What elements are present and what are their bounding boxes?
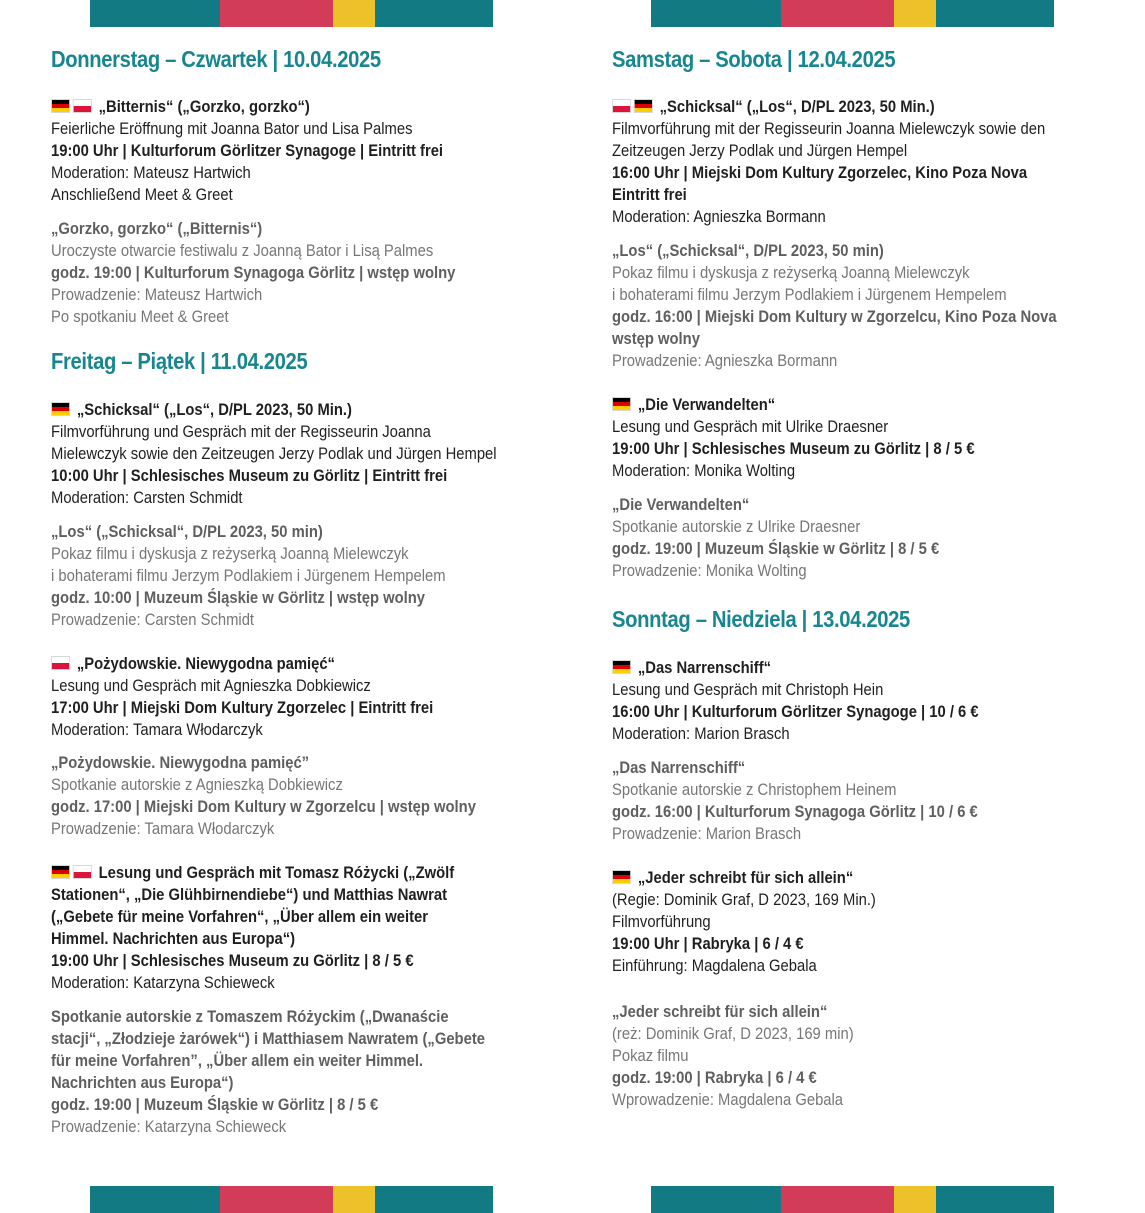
event-de-rozycki-nawrat xyxy=(51,862,541,994)
event-pl-verwandelten xyxy=(612,494,1102,582)
event-description: Filmvorführung und Gespräch mit der Regisseurin Joanna xyxy=(51,422,431,441)
event-credits: (Regie: Dominik Graf, D 2023, 169 Min.) xyxy=(612,890,876,909)
event-title: „Das Narrenschiff“ xyxy=(612,758,746,777)
event-time-venue: 16:00 Uhr | Miejski Dom Kultury Zgorzelec, Kino Poza Nova xyxy=(612,163,1028,182)
event-time-venue: 19:00 Uhr | Schlesisches Museum zu Görlitz | 8 / 5 € xyxy=(612,439,975,458)
event-time-venue: godz. 19:00 | Rabryka | 6 / 4 € xyxy=(612,1068,817,1087)
event-title: „Gorzko, gorzko“ („Bitternis“) xyxy=(51,219,263,238)
event-title xyxy=(612,867,1038,889)
event-time-venue: godz. 19:00 | Muzeum Śląskie w Görlitz | 8 / 5 € xyxy=(51,1095,379,1114)
color-strip-top-left xyxy=(90,0,493,27)
flag-germany-icon xyxy=(612,660,631,674)
event-moderation: Moderation: Katarzyna Schieweck xyxy=(51,973,275,992)
event-pl-gorzko xyxy=(51,218,541,328)
flag-germany-icon xyxy=(51,865,70,879)
event-admission: Eintritt frei xyxy=(612,185,687,204)
event-time-venue: godz. 19:00 | Kulturforum Synagoga Görlitz | wstęp wolny xyxy=(51,263,456,282)
event-pl-jeder-schreibt xyxy=(612,1001,1102,1111)
event-title xyxy=(51,399,477,421)
event-title-text: „Pożydowskie. Niewygodna pamięć“ xyxy=(76,654,335,673)
event-moderation: Wprowadzenie: Magdalena Gebala xyxy=(612,1090,844,1109)
event-description: Lesung und Gespräch mit Ulrike Draesner xyxy=(612,417,889,436)
event-description: Filmvorführung mit der Regisseurin Joanna Mielewczyk sowie den xyxy=(612,119,1046,138)
event-description: Filmvorführung xyxy=(612,912,711,931)
event-moderation: Moderation: Mateusz Hartwich xyxy=(51,163,251,182)
event-moderation: Moderation: Monika Wolting xyxy=(612,461,796,480)
event-title-text: „Das Narrenschiff“ xyxy=(637,658,772,677)
day-heading-friday: Freitag – Piątek | 11.04.2025 xyxy=(51,348,308,374)
event-moderation: Moderation: Marion Brasch xyxy=(612,724,790,743)
event-title: Stationen“, „Die Glühbirnendiebe“) und Matthias Nawrat xyxy=(51,885,448,904)
event-time-venue: 10:00 Uhr | Schlesisches Museum zu Görlitz | Eintritt frei xyxy=(51,466,448,485)
event-moderation: Moderation: Carsten Schmidt xyxy=(51,488,243,507)
day-heading xyxy=(51,348,541,375)
event-description: Pokaz filmu xyxy=(612,1046,689,1065)
event-title: Nachrichten aus Europa“) xyxy=(51,1073,234,1092)
event-description: Spotkanie autorskie z Christophem Heinem xyxy=(612,780,897,799)
event-title xyxy=(612,96,1038,118)
day-heading xyxy=(612,46,1102,73)
event-moderation: Einführung: Magdalena Gebala xyxy=(612,956,817,975)
event-title xyxy=(51,862,477,884)
event-title: „Los“ („Schicksal“, D/PL 2023, 50 min) xyxy=(612,241,884,260)
event-time-venue: godz. 16:00 | Miejski Dom Kultury w Zgorzelcu, Kino Poza Nova xyxy=(612,307,1057,326)
event-de-schicksal xyxy=(51,399,541,509)
event-description: Feierliche Eröffnung mit Joanna Bator und Lisa Palmes xyxy=(51,119,413,138)
event-admission: wstęp wolny xyxy=(612,329,700,348)
event-de-schicksal xyxy=(612,96,1102,228)
event-description: Spotkanie autorskie z Ulrike Draesner xyxy=(612,517,861,536)
event-title xyxy=(612,394,1038,416)
event-description: i bohaterami filmu Jerzym Podlakiem i Jürgenem Hempelem xyxy=(51,566,446,585)
event-de-narrenschiff xyxy=(612,657,1102,745)
event-moderation: Prowadzenie: Carsten Schmidt xyxy=(51,610,255,629)
color-strip-bottom-left xyxy=(90,1186,493,1213)
event-title xyxy=(51,653,477,675)
event-time-venue: godz. 10:00 | Muzeum Śląskie w Görlitz | wstęp wolny xyxy=(51,588,426,607)
event-de-jeder-schreibt xyxy=(612,867,1102,977)
event-description: Uroczyste otwarcie festiwalu z Joanną Bator i Lisą Palmes xyxy=(51,241,434,260)
event-title-text: „Die Verwandelten“ xyxy=(637,395,776,414)
event-title-text: „Bitternis“ („Gorzko, gorzko“) xyxy=(98,97,310,116)
event-description: Mielewczyk sowie den Zeitzeugen Jerzy Podlak und Jürgen Hempel xyxy=(51,444,497,463)
event-description: Lesung und Gespräch mit Christoph Hein xyxy=(612,680,884,699)
event-title: „Die Verwandelten“ xyxy=(612,495,750,514)
day-heading-saturday: Samstag – Sobota | 12.04.2025 xyxy=(612,46,896,72)
event-title: „Los“ („Schicksal“, D/PL 2023, 50 min) xyxy=(51,522,323,541)
color-strip-top-right xyxy=(651,0,1054,27)
flag-germany-icon xyxy=(51,402,70,416)
event-time-venue: 19:00 Uhr | Kulturforum Görlitzer Synagoge | Eintritt frei xyxy=(51,141,444,160)
event-time-venue: 17:00 Uhr | Miejski Dom Kultury Zgorzelec | Eintritt frei xyxy=(51,698,434,717)
event-moderation: Prowadzenie: Agnieszka Bormann xyxy=(612,351,838,370)
event-pl-los xyxy=(612,240,1102,372)
event-time-venue: godz. 17:00 | Miejski Dom Kultury w Zgorzelcu | wstęp wolny xyxy=(51,797,476,816)
event-moderation: Prowadzenie: Marion Brasch xyxy=(612,824,802,843)
day-heading xyxy=(612,606,1102,633)
event-time-venue: 19:00 Uhr | Schlesisches Museum zu Görlitz | 8 / 5 € xyxy=(51,951,414,970)
event-title xyxy=(51,96,477,118)
event-title-text: „Schicksal“ („Los“, D/PL 2023, 50 Min.) xyxy=(659,97,935,116)
event-credits: (reż: Dominik Graf, D 2023, 169 min) xyxy=(612,1024,854,1043)
event-time-venue: 16:00 Uhr | Kulturforum Görlitzer Synagoge | 10 / 6 € xyxy=(612,702,979,721)
event-time-venue: godz. 19:00 | Muzeum Śląskie w Görlitz | 8 / 5 € xyxy=(612,539,940,558)
event-title: „Jeder schreibt für sich allein“ xyxy=(612,1002,828,1021)
event-title-text: „Schicksal“ („Los“, D/PL 2023, 50 Min.) xyxy=(76,400,352,419)
flag-poland-icon xyxy=(73,99,92,113)
event-de-verwandelten xyxy=(612,394,1102,482)
event-description: Pokaz filmu i dyskusja z reżyserką Joanną Mielewczyk xyxy=(51,544,409,563)
event-time-venue: godz. 16:00 | Kulturforum Synagoga Görlitz | 10 / 6 € xyxy=(612,802,978,821)
event-moderation: Prowadzenie: Monika Wolting xyxy=(612,561,807,580)
event-title: „Pożydowskie. Niewygodna pamięć” xyxy=(51,753,310,772)
event-title: für meine Vorfahren”, „Über allem ein weiter Himmel. xyxy=(51,1051,424,1070)
event-de-pozydowskie xyxy=(51,653,541,741)
event-pl-pozydowskie xyxy=(51,752,541,840)
event-note: Anschließend Meet & Greet xyxy=(51,185,233,204)
event-description: Lesung und Gespräch mit Agnieszka Dobkiewicz xyxy=(51,676,371,695)
day-heading-sunday: Sonntag – Niedziela | 13.04.2025 xyxy=(612,606,910,632)
event-pl-los xyxy=(51,521,541,631)
event-description: Pokaz filmu i dyskusja z reżyserką Joanną Mielewczyk xyxy=(612,263,970,282)
day-heading xyxy=(51,46,541,73)
event-moderation: Moderation: Tamara Włodarczyk xyxy=(51,720,263,739)
day-heading-thursday: Donnerstag – Czwartek | 10.04.2025 xyxy=(51,46,381,72)
event-title xyxy=(612,657,1038,679)
flag-poland-icon xyxy=(51,656,70,670)
event-pl-rozycki-nawrat xyxy=(51,1006,541,1138)
event-title-text: „Jeder schreibt für sich allein“ xyxy=(637,868,854,887)
flag-poland-icon xyxy=(612,99,631,113)
flag-germany-icon xyxy=(51,99,70,113)
event-title: stacji“, „Złodzieje żarówek“) i Matthiasem Nawratem („Gebete xyxy=(51,1029,485,1048)
event-title: Spotkanie autorskie z Tomaszem Różyckim („Dwanaście xyxy=(51,1007,449,1026)
color-strip-bottom-right xyxy=(651,1186,1054,1213)
event-title-text: Lesung und Gespräch mit Tomasz Różycki („Zwölf xyxy=(98,863,455,882)
event-title: Himmel. Nachrichten aus Europa“) xyxy=(51,929,296,948)
flag-germany-icon xyxy=(612,870,631,884)
event-description: Spotkanie autorskie z Agnieszką Dobkiewicz xyxy=(51,775,343,794)
event-description: Zeitzeugen Jerzy Podlak und Jürgen Hempel xyxy=(612,141,908,160)
event-moderation: Prowadzenie: Tamara Włodarczyk xyxy=(51,819,275,838)
flag-germany-icon xyxy=(612,397,631,411)
event-moderation: Moderation: Agnieszka Bormann xyxy=(612,207,826,226)
event-de-bitternis xyxy=(51,96,541,206)
event-time-venue: 19:00 Uhr | Rabryka | 6 / 4 € xyxy=(612,934,804,953)
event-moderation: Prowadzenie: Katarzyna Schieweck xyxy=(51,1117,287,1136)
event-moderation: Prowadzenie: Mateusz Hartwich xyxy=(51,285,263,304)
event-description: i bohaterami filmu Jerzym Podlakiem i Jürgenem Hempelem xyxy=(612,285,1007,304)
event-title: („Gebete für meine Vorfahren“, „Über allem ein weiter xyxy=(51,907,428,926)
event-note: Po spotkaniu Meet & Greet xyxy=(51,307,229,326)
flag-germany-icon xyxy=(634,99,653,113)
event-pl-narrenschiff xyxy=(612,757,1102,845)
flag-poland-icon xyxy=(73,865,92,879)
